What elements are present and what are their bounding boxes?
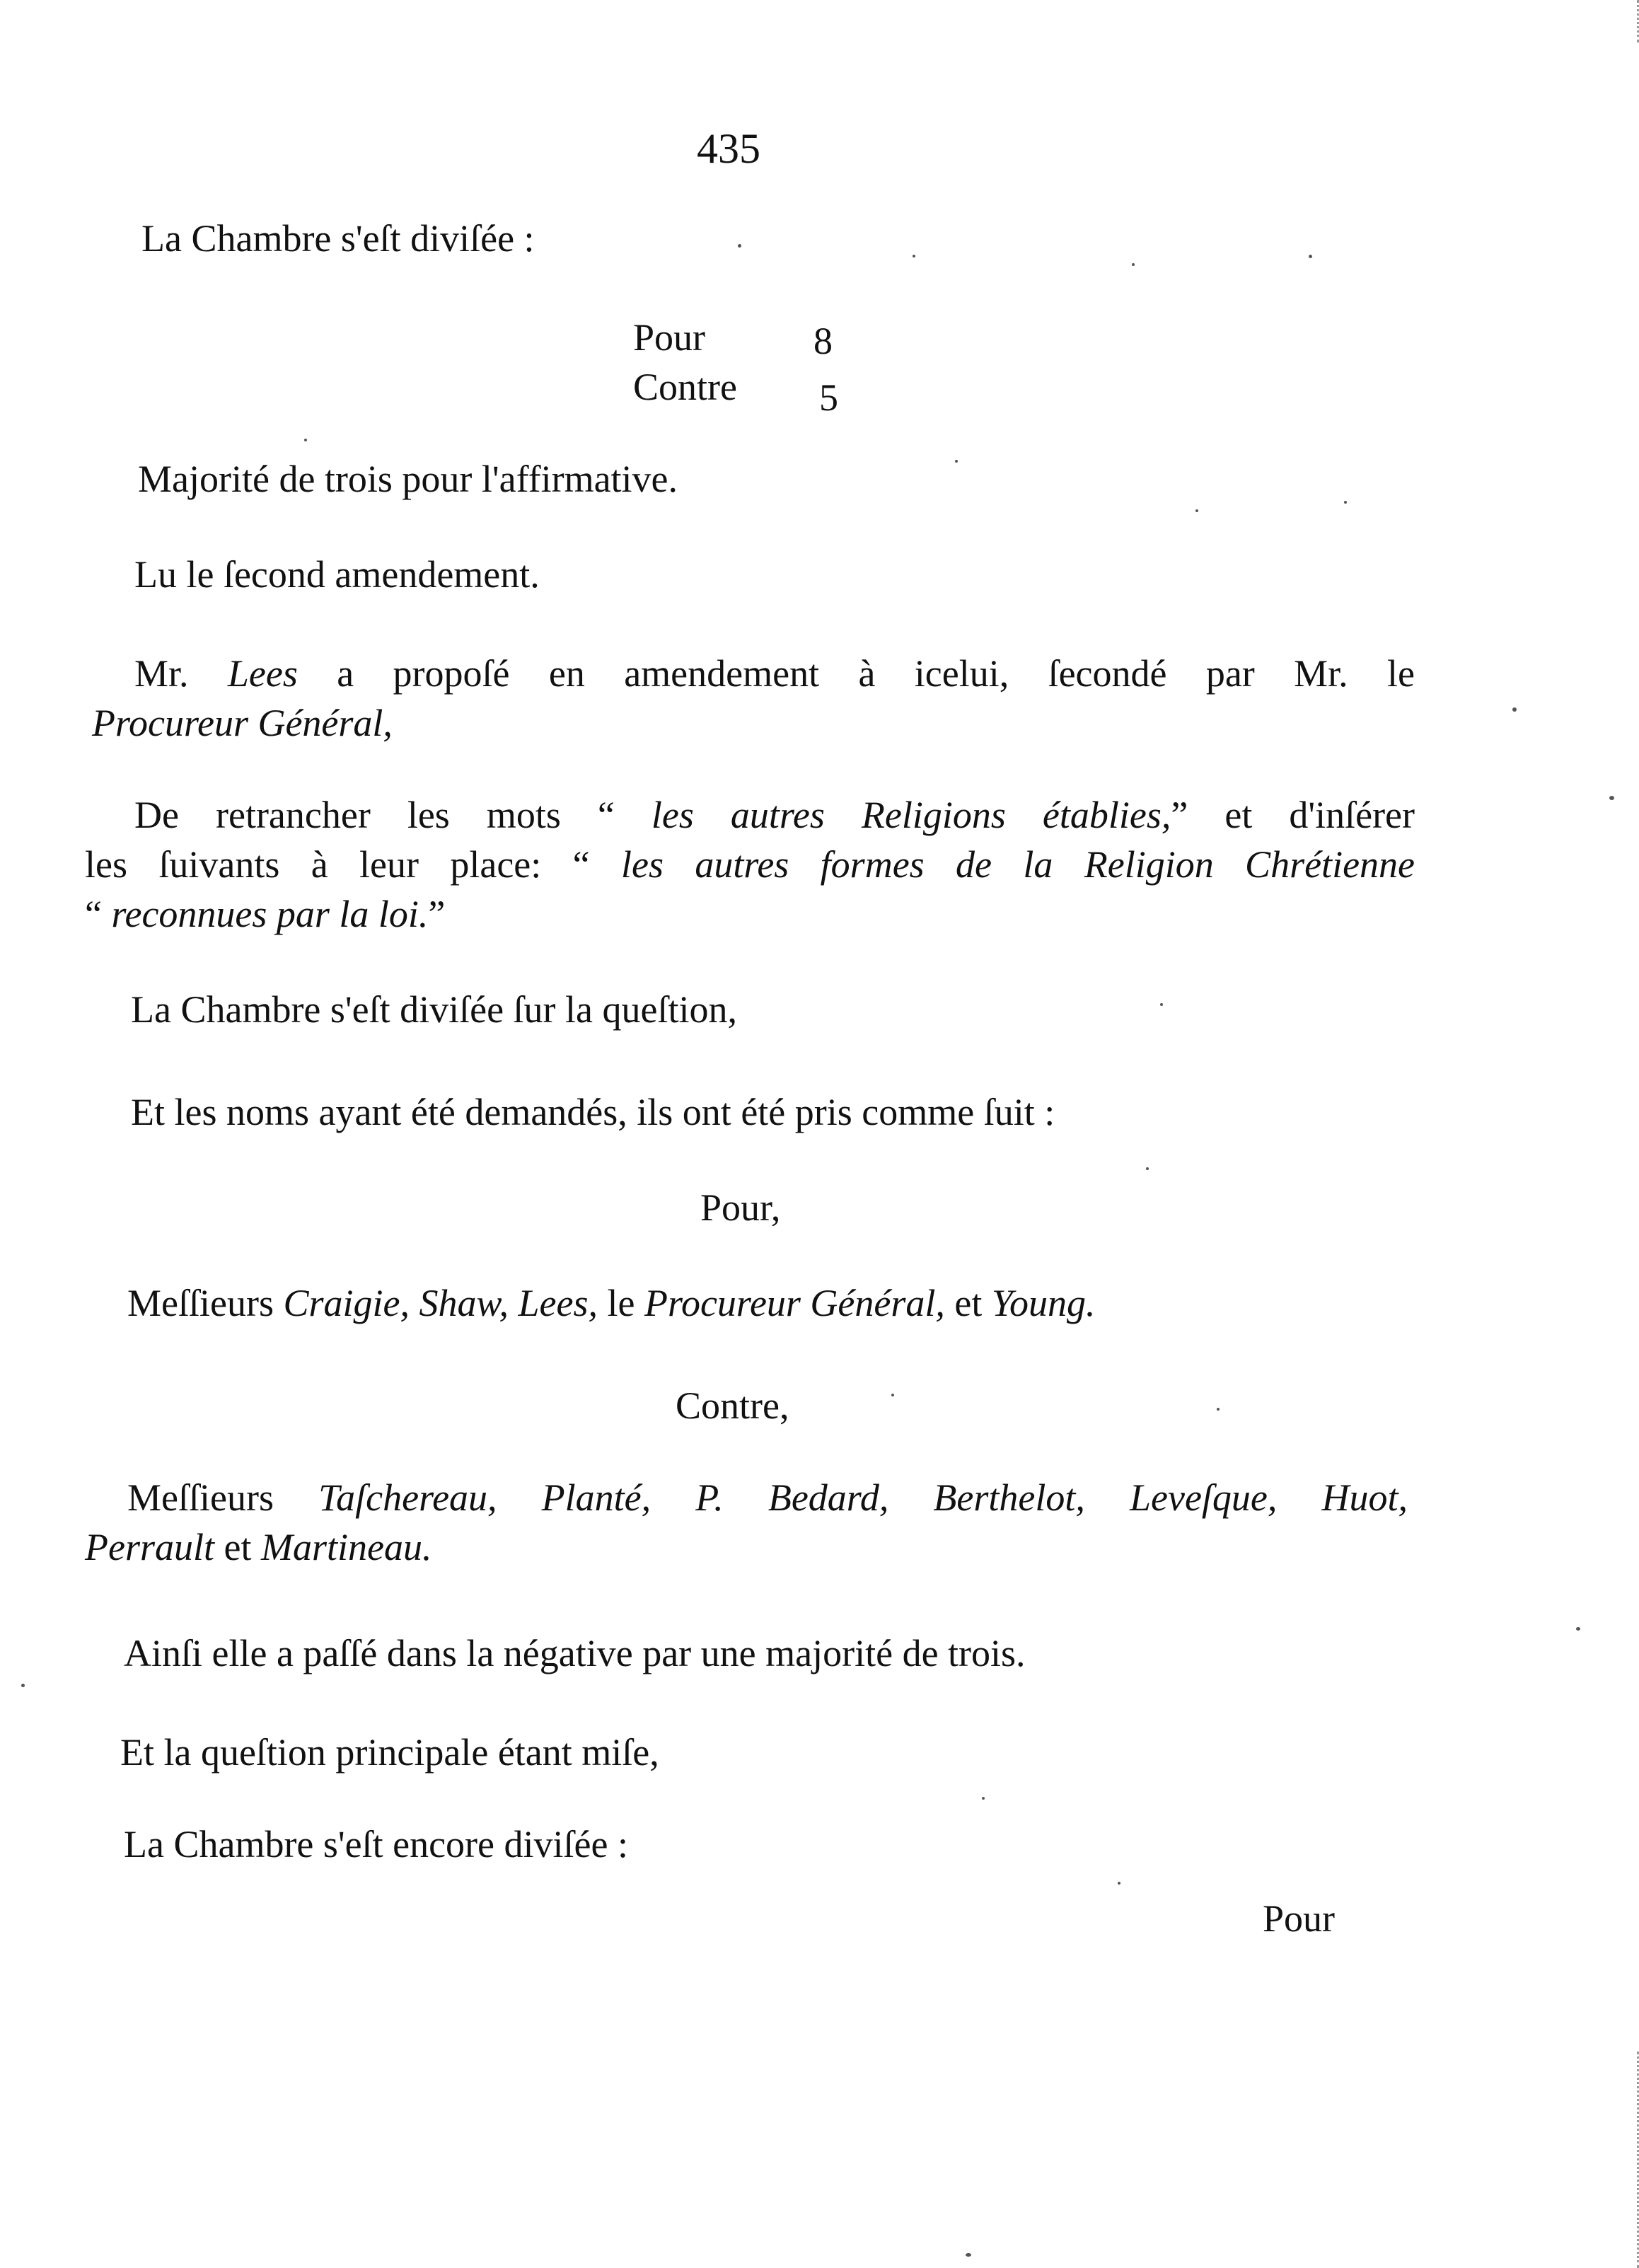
pour-et: et	[954, 1282, 983, 1324]
speckle	[1195, 509, 1198, 512]
contre-martineau: Martineau.	[260, 1526, 432, 1568]
names-requested-line: Et les noms ayant été demandés, ils ont été pris comme ſuit :	[131, 1091, 1055, 1133]
speckle	[1146, 1167, 1149, 1170]
page-number: 435	[697, 125, 760, 172]
pour-young: Young.	[991, 1282, 1096, 1324]
speckle	[955, 460, 958, 463]
majority-line-2: Ainſi elle a paſſé dans la négative par une majorité de trois.	[124, 1632, 1026, 1674]
contre-names-line-1	[127, 1476, 1408, 1519]
retrancher-quote: les autres Religions établies,	[651, 794, 1171, 836]
lees-proposal-line	[134, 654, 1415, 693]
suivants-line	[85, 845, 1415, 884]
speckle	[1160, 1003, 1163, 1006]
speckle	[913, 255, 915, 258]
suivants-text: les ſuivants à leur place: “	[85, 843, 621, 886]
pour-lees: Lees,	[518, 1282, 598, 1324]
speckle	[1132, 263, 1135, 266]
pour-messieurs: Meſſieurs	[127, 1282, 284, 1324]
retrancher-text: De retrancher les mots “	[134, 794, 651, 836]
second-amendment-line: Lu le ſecond amendement.	[134, 553, 540, 596]
speckle	[738, 244, 741, 248]
reconnues-line	[85, 895, 445, 933]
speckle	[891, 1394, 894, 1396]
contre-count-1: 5	[819, 376, 838, 419]
majority-line-1: Majorité de trois pour l'affirmative.	[138, 458, 678, 500]
speckle	[1609, 796, 1614, 800]
speckle	[1344, 501, 1347, 504]
reconnues-open-quote: “	[85, 893, 112, 935]
lees-proposal-text: a propoſé en amendement à icelui, ſecondé par Mr. le	[297, 652, 1415, 695]
lees-mr: Mr.	[134, 652, 228, 695]
scan-edge	[1623, 0, 1639, 42]
catchword: Pour	[1263, 1897, 1336, 1940]
retrancher-end: ” et d'inſérer	[1171, 794, 1415, 836]
procureur-general-line: Procureur Général,	[92, 702, 393, 744]
pour-label-1: Pour	[633, 316, 706, 359]
division-line-2: La Chambre s'eſt encore diviſée :	[124, 1823, 628, 1865]
contre-names: Taſchereau, Planté, P. Bedard, Berthelot, Leveſque, Huot,	[318, 1476, 1408, 1519]
reconnues-close-quote: ”	[428, 893, 446, 935]
speckle	[1576, 1627, 1580, 1631]
pour-craigie: Craigie,	[283, 1282, 410, 1324]
speckle	[1118, 1882, 1120, 1885]
pour-names-line	[127, 1284, 1095, 1322]
contre-messieurs: Meſſieurs	[127, 1476, 319, 1519]
contre-names-line-2	[85, 1528, 432, 1566]
retrancher-line	[134, 796, 1415, 834]
speckle	[1217, 1408, 1220, 1411]
pour-count-1: 8	[813, 320, 833, 362]
speckle	[1512, 707, 1517, 712]
speckle	[304, 439, 307, 441]
contre-heading: Contre,	[676, 1384, 789, 1427]
division-question-line: La Chambre s'eſt diviſée ſur la queſtion,	[131, 988, 737, 1031]
contre-perrault: Perrault	[85, 1526, 214, 1568]
speckle	[21, 1684, 25, 1687]
pour-shaw: Shaw,	[419, 1282, 509, 1324]
suivants-quote: les autres formes de la Religion Chrétienne	[620, 843, 1415, 886]
pour-heading: Pour,	[700, 1186, 781, 1229]
contre-et: et	[214, 1526, 261, 1568]
speckle	[1309, 255, 1312, 258]
scan-edge	[1623, 2052, 1639, 2268]
speckle	[982, 1797, 985, 1800]
principal-question-line: Et la queſtion principale étant miſe,	[120, 1731, 659, 1774]
lees-name: Lees	[227, 652, 298, 695]
speckle	[966, 2253, 971, 2257]
reconnues-quote: reconnues par la loi.	[111, 893, 429, 935]
contre-label-1: Contre	[633, 366, 737, 408]
division-line-1: La Chambre s'eſt diviſée :	[141, 217, 535, 260]
pour-procureur: Procureur Général,	[644, 1282, 945, 1324]
pour-le: le	[607, 1282, 635, 1324]
